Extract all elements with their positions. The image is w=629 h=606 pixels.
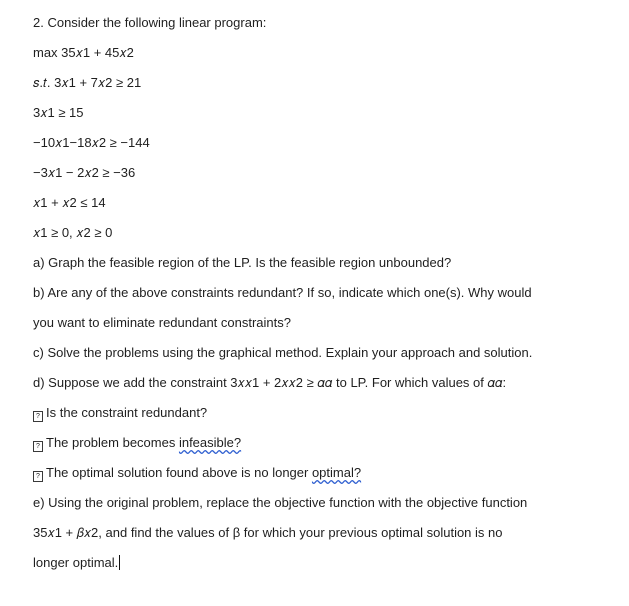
question-a: a) Graph the feasible region of the LP. Is the feasible region unbounded? bbox=[33, 255, 452, 270]
constraint-2: 3𝑥1 ≥ 15 bbox=[33, 105, 84, 120]
document-body[interactable] bbox=[33, 14, 613, 584]
text-cursor bbox=[119, 555, 120, 570]
spellcheck-flagged-word[interactable]: optimal? bbox=[311, 465, 362, 480]
question-e-line-3-text: longer optimal. bbox=[33, 555, 119, 570]
missing-glyph-icon: ? bbox=[33, 471, 43, 482]
constraint-1: 𝑠.𝑡. 3𝑥1 + 7𝑥2 ≥ 21 bbox=[33, 75, 142, 90]
missing-glyph-icon: ? bbox=[33, 441, 43, 452]
problem-heading: 2. Consider the following linear program: bbox=[33, 15, 267, 30]
nonnegativity-constraint: 𝑥1 ≥ 0, 𝑥2 ≥ 0 bbox=[33, 225, 113, 240]
spellcheck-flagged-word[interactable]: infeasible? bbox=[178, 435, 242, 450]
missing-glyph-icon: ? bbox=[33, 411, 43, 422]
objective-function: max 35𝑥1 + 45𝑥2 bbox=[33, 45, 134, 60]
question-e-line-3 bbox=[33, 554, 613, 584]
question-b-line-2: you want to eliminate redundant constraints? bbox=[33, 315, 291, 330]
question-b-line-1: b) Are any of the above constraints redundant? If so, indicate which one(s). Why would bbox=[33, 285, 532, 300]
constraint-5: 𝑥1 + 𝑥2 ≤ 14 bbox=[33, 195, 106, 210]
bullet-text: Is the constraint redundant? bbox=[46, 405, 208, 420]
bullet-item-optimal bbox=[33, 464, 613, 494]
bullet-item-infeasible bbox=[33, 434, 613, 464]
constraint-4: −3𝑥1 − 2𝑥2 ≥ −36 bbox=[33, 165, 136, 180]
question-d: d) Suppose we add the constraint 3𝑥𝑥1 + 2𝑥𝑥2 ≥ 𝛼𝛼 to LP. For which values of 𝛼𝛼: bbox=[33, 375, 507, 390]
question-e-line-2: 35𝑥1 + 𝛽𝑥2, and find the values of β for which your previous optimal solution is no bbox=[33, 525, 503, 540]
bullet-text: The optimal solution found above is no longer bbox=[46, 465, 312, 480]
question-e-line-1: e) Using the original problem, replace the objective function with the objective function bbox=[33, 495, 528, 510]
bullet-item-redundant bbox=[33, 404, 613, 434]
bullet-text: The problem becomes bbox=[46, 435, 179, 450]
constraint-3: −10𝑥1−18𝑥2 ≥ −144 bbox=[33, 135, 150, 150]
question-c: c) Solve the problems using the graphical method. Explain your approach and solution. bbox=[33, 345, 533, 360]
